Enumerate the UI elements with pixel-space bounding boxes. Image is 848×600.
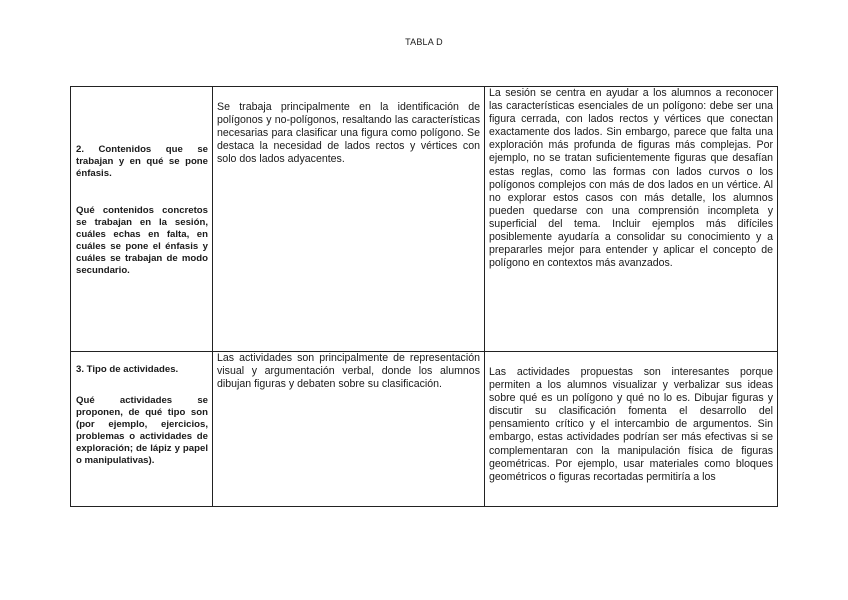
evaluation-table: [70, 86, 778, 507]
analysis-cell: [485, 87, 778, 352]
criterion-cell: [71, 352, 213, 507]
criterion-question: Qué contenidos concretos se trabajan en la sesión, cuáles echas en falta, en cuáles se pone el énfasis y cuáles se trabajan de modo secundario.: [76, 205, 208, 276]
description-text: Las actividades son principalmente de representación visual y argumentación verbal, donde los alumnos dibujan figuras y debaten sobre su clasificación.: [217, 352, 480, 391]
criterion-question: Qué actividades se proponen, de qué tipo son (por ejemplo, ejercicios, problemas o actividades de exploración; de lápiz y papel o manipulativas).: [76, 395, 208, 466]
analysis-cell: [485, 352, 778, 507]
page-title: TABLA D: [405, 37, 443, 47]
table-row: [71, 352, 778, 507]
analysis-text: La sesión se centra en ayudar a los alumnos a reconocer las características esenciales de un polígono: debe ser una figura cerrada, con lados rectos y vértices que conectan exactamente dos lados. Sin embargo, parece que falta una exploración más profunda de figuras más complejas. Por ejemplo, no se tratan suficientemente figuras que desafían estas reglas, como las formas con lados curvos o los polígonos complejos con más de dos lados en un vértice. Al no explorar estos casos con más detalle, los alumnos pueden quedarse con una comprensión incompleta y superficial del tema. Incluir ejemplos más difíciles posiblemente ayudaría a consolidar su conocimiento y a prepararles mejor para entender y aplicar el concepto de polígono en contextos más avanzados.: [489, 87, 773, 270]
criterion-heading: 3. Tipo de actividades.: [76, 364, 179, 375]
description-cell: [213, 87, 485, 352]
criterion-heading: 2. Contenidos que se trabajan y en qué se pone énfasis.: [76, 144, 208, 179]
analysis-text: Las actividades propuestas son interesantes porque permiten a los alumnos visualizar y verbalizar sus ideas sobre qué es un polígono y qué no lo es. Dibujar figuras y discutir su clasificación fomenta el desarrollo del pensamiento crítico y el intercambio de argumentos. Sin embargo, estas actividades podrían ser más efectivas si se complementaran con la manipulación física de figuras geométricas. Por ejemplo, usar materiales como bloques geométricos o figuras recortadas permitiría a los: [489, 366, 773, 483]
table-row: [71, 87, 778, 352]
criterion-cell: [71, 87, 213, 352]
description-text: Se trabaja principalmente en la identificación de polígonos y no-polígonos, resaltando las características necesarias para clasificar una figura como polígono. Se destaca la necesidad de lados rectos y vértices con solo dos lados adyacentes.: [217, 101, 480, 166]
description-cell: [213, 352, 485, 507]
